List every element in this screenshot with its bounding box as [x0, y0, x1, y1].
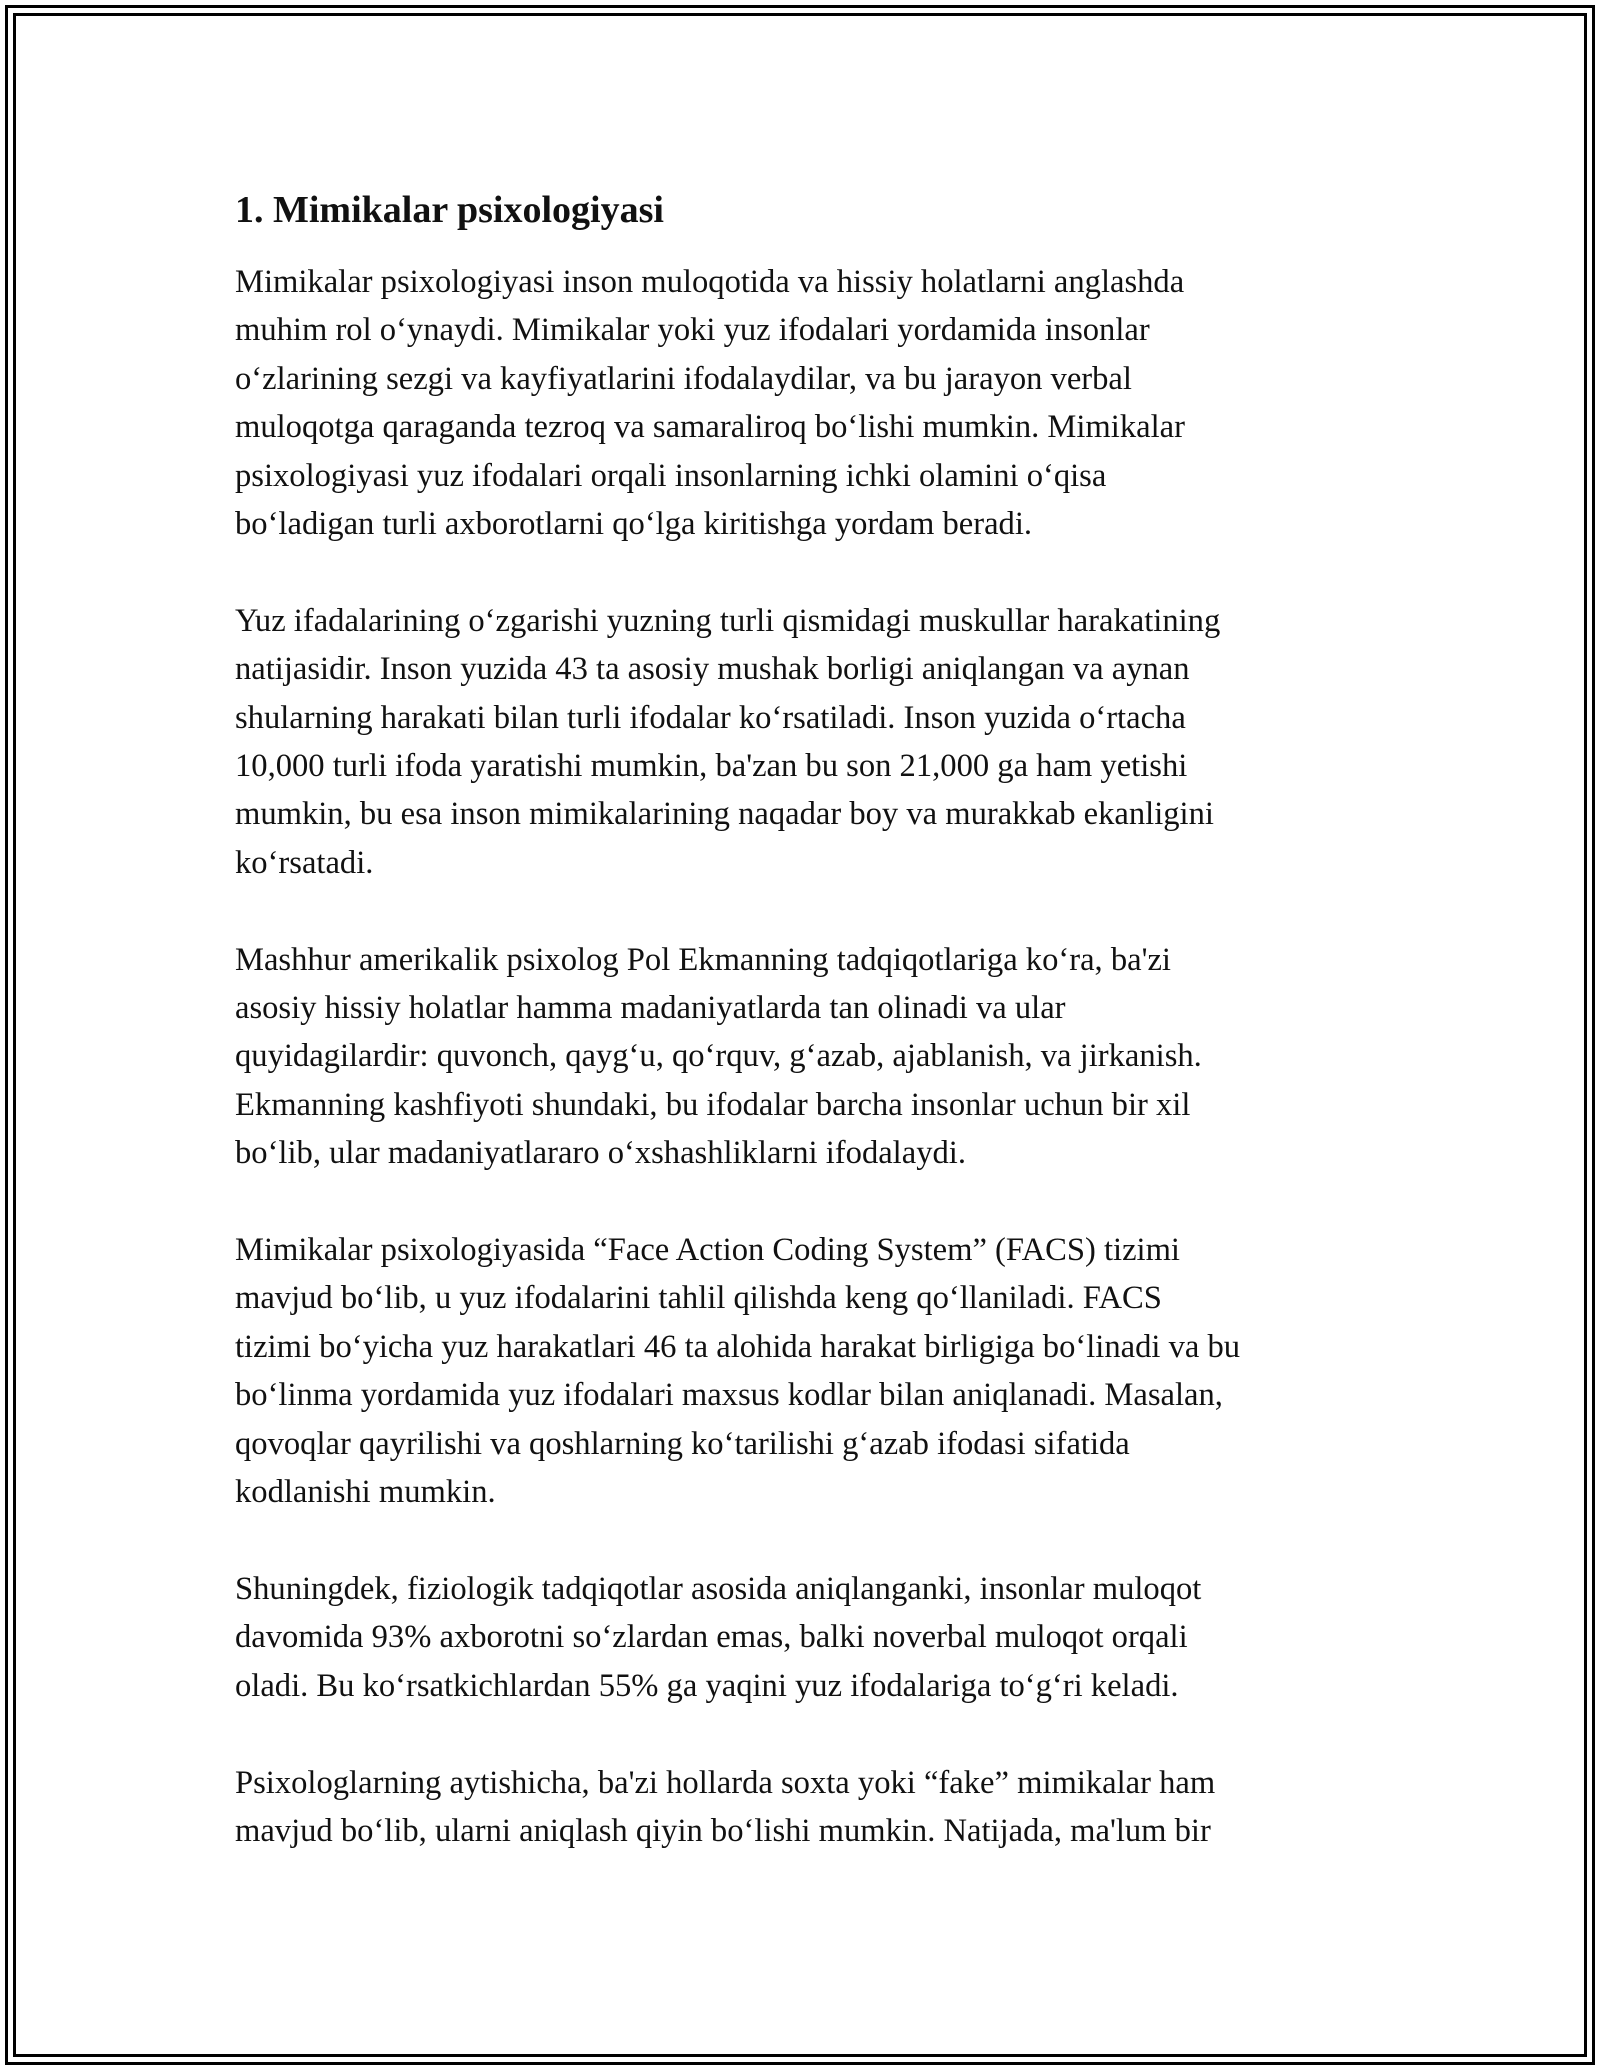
paragraph-2	[235, 597, 1375, 887]
paragraph-line: bo‘linma yordamida yuz ifodalari maxsus kodlar bilan aniqlanadi. Masalan,	[235, 1377, 1223, 1414]
paragraph-4	[235, 1226, 1375, 1516]
paragraph-line: qovoqlar qayrilishi va qoshlarning ko‘tarilishi g‘azab ifodasi sifatida	[235, 1425, 1130, 1462]
paragraph-line: asosiy hissiy holatlar hamma madaniyatlarda tan olinadi va ular	[235, 990, 1066, 1027]
paragraph-line: Mimikalar psixologiyasida “Face Action Coding System” (FACS) tizimi	[235, 1232, 1180, 1269]
section-heading: 1. Mimikalar psixologiyasi	[235, 189, 664, 231]
paragraph-line: 10,000 turli ifoda yaratishi mumkin, ba'zan bu son 21,000 ga ham yetishi	[235, 748, 1188, 785]
paragraph-line: o‘zlarining sezgi va kayfiyatlarini ifodalaydilar, va bu jarayon verbal	[235, 360, 1132, 397]
paragraph-line: quyidagilardir: quvonch, qayg‘u, qo‘rquv, g‘azab, ajablanish, va jirkanish.	[235, 1038, 1202, 1075]
paragraph-line: davomida 93% axborotni so‘zlardan emas, balki noverbal muloqot orqali	[235, 1619, 1188, 1656]
paragraph-line: Mashhur amerikalik psixolog Pol Ekmanning tadqiqotlariga ko‘ra, ba'zi	[235, 941, 1171, 978]
paragraph-line: muhim rol o‘ynaydi. Mimikalar yoki yuz ifodalari yordamida insonlar	[235, 312, 1150, 349]
paragraph-line: mavjud bo‘lib, u yuz ifodalarini tahlil qilishda keng qo‘llaniladi. FACS	[235, 1280, 1162, 1317]
paragraph-line: Yuz ifadalarining o‘zgarishi yuzning turli qismidagi muskullar harakatining	[235, 602, 1221, 639]
paragraph-line: kodlanishi mumkin.	[235, 1474, 496, 1511]
paragraph-1	[235, 258, 1375, 548]
paragraph-line: muloqotga qaraganda tezroq va samaraliroq bo‘lishi mumkin. Mimikalar	[235, 409, 1185, 446]
paragraph-line: shularning harakati bilan turli ifodalar ko‘rsatiladi. Inson yuzida o‘rtacha	[235, 699, 1186, 736]
paragraph-line: tizimi bo‘yicha yuz harakatlari 46 ta alohida harakat birligiga bo‘linadi va bu	[235, 1328, 1241, 1365]
paragraph-line: natijasidir. Inson yuzida 43 ta asosiy mushak borligi aniqlangan va aynan	[235, 651, 1190, 688]
paragraph-line: bo‘lib, ular madaniyatlararo o‘xshashliklarni ifodalaydi.	[235, 1135, 966, 1172]
paragraph-line: ko‘rsatadi.	[235, 844, 374, 881]
paragraph-line: Ekmanning kashfiyoti shundaki, bu ifodalar barcha insonlar uchun bir xil	[235, 1086, 1191, 1123]
paragraph-line: psixologiyasi yuz ifodalari orqali insonlarning ichki olamini o‘qisa	[235, 457, 1107, 494]
paragraph-3	[235, 936, 1375, 1178]
paragraph-line: bo‘ladigan turli axborotlarni qo‘lga kiritishga yordam beradi.	[235, 506, 1033, 543]
paragraph-5	[235, 1565, 1375, 1710]
paragraph-line: Mimikalar psixologiyasi inson muloqotida va hissiy holatlarni anglashda	[235, 264, 1185, 300]
paragraph-line: oladi. Bu ko‘rsatkichlardan 55% ga yaqini yuz ifodalariga to‘g‘ri keladi.	[235, 1667, 1179, 1704]
paragraph-line: Shuningdek, fiziologik tadqiqotlar asosida aniqlanganki, insonlar muloqot	[235, 1570, 1202, 1607]
document-body	[235, 186, 1375, 1855]
paragraph-line: Psixologlarning aytishicha, ba'zi hollarda soxta yoki “fake” mimikalar ham	[235, 1764, 1216, 1801]
paragraph-6	[235, 1759, 1375, 1856]
paragraph-line: mumkin, bu esa inson mimikalarining naqadar boy va murakkab ekanligini	[235, 796, 1214, 833]
paragraph-line: mavjud bo‘lib, ularni aniqlash qiyin bo‘lishi mumkin. Natijada, ma'lum bir	[235, 1812, 1211, 1849]
